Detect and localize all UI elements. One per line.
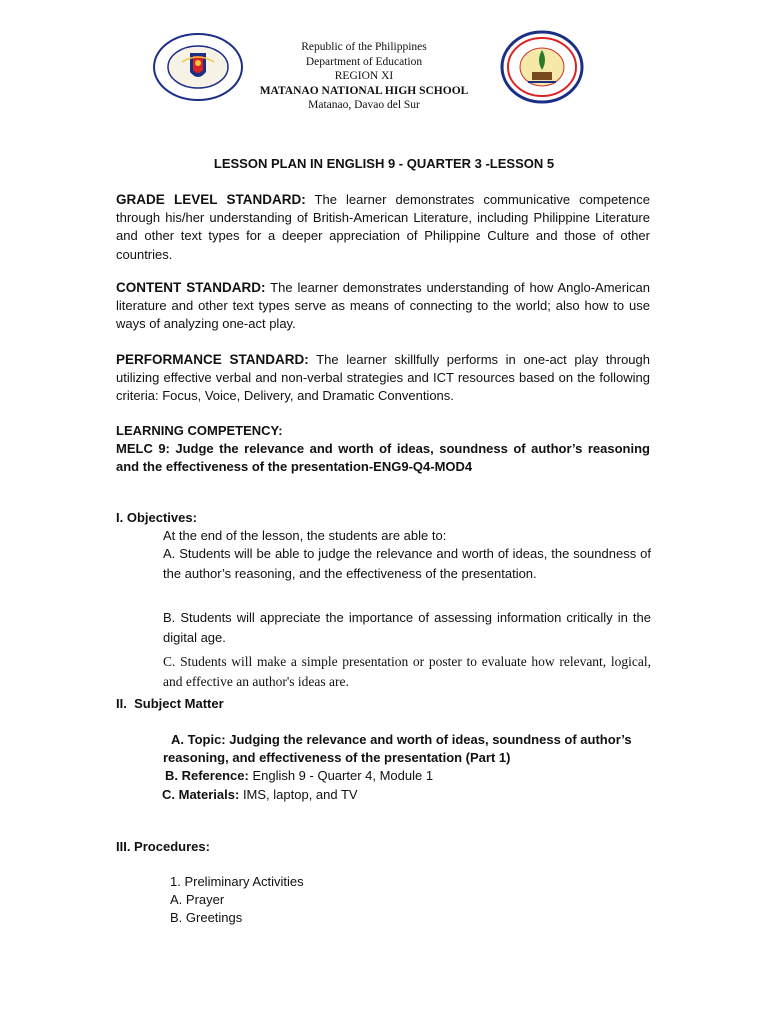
school-seal-logo — [496, 30, 588, 100]
topic: A. Topic: Judging the relevance and worth of ideas, soundness of author’s reasoning, and effectiveness of the presentation (Part 1) — [163, 732, 632, 765]
grade-level-standard — [116, 191, 650, 264]
subject-matter-title: Subject Matter — [134, 696, 224, 711]
materials — [162, 786, 358, 804]
region-line: REGION XI — [334, 70, 394, 82]
content-standard-label: CONTENT STANDARD: — [116, 280, 266, 295]
performance-standard-text: The learner skillfully performs in one-act play through utilizing effective verbal and non-verbal strategies and ICT resources based on the following criteria: Focus, Voice, Delivery, and Dramatic Conventions. — [116, 352, 650, 404]
content-standard — [116, 279, 650, 334]
subject-matter-number: II. — [116, 696, 127, 711]
reference — [165, 767, 433, 785]
reference-label: B. Reference: — [165, 768, 249, 783]
grade-level-text: The learner demonstrates communicative competence through his/her understanding of British-American Literature, including Philippine Literature and other text types for a deeper appreciation of Philippine Culture and those of other countries. — [116, 192, 650, 262]
republic-line: Republic of the Philippines — [301, 41, 427, 53]
page-title: LESSON PLAN IN ENGLISH 9 - QUARTER 3 -LESSON 5 — [213, 156, 555, 171]
objective-c: C. Students will make a simple presentation or poster to evaluate how relevant, logical, and effective an author's ideas are. — [163, 654, 651, 689]
grade-level-label: GRADE LEVEL STANDARD: — [116, 192, 306, 207]
procedures-heading: III. Procedures: — [116, 839, 210, 854]
melc-text: MELC 9: Judge the relevance and worth of ideas, soundness of author’s reasoning and the effectiveness of the presentation-ENG9-Q4-MOD4 — [116, 441, 650, 475]
school-name: MATANAO NATIONAL HIGH SCHOOL — [259, 84, 469, 97]
performance-standard — [116, 351, 650, 406]
procedure-item: B. Greetings — [170, 910, 243, 925]
content-standard-text: The learner demonstrates understanding of how Anglo-American literature and other text types serve as means of connecting to the world; also how to use ways of analyzing one-act play. — [116, 280, 650, 332]
procedure-item: 1. Preliminary Activities — [170, 874, 304, 889]
objective-a: A. Students will be able to judge the relevance and worth of ideas, the soundness of the author’s reasoning, and the effectiveness of the presentation. — [163, 546, 651, 581]
department-line: Department of Education — [305, 55, 423, 68]
procedure-item: A. Prayer — [170, 892, 225, 907]
learning-competency — [116, 422, 650, 477]
letterhead — [234, 40, 494, 113]
objectives-intro: At the end of the lesson, the students are able to: — [163, 528, 447, 543]
materials-value: IMS, laptop, and TV — [242, 787, 358, 802]
objectives-heading: I. Objectives: — [116, 510, 197, 525]
subject-matter-heading — [116, 695, 224, 713]
learning-competency-label: LEARNING COMPETENCY: — [116, 423, 283, 438]
school-location: Matanao, Davao del Sur — [308, 99, 420, 111]
deped-seal-logo — [152, 32, 244, 102]
reference-value: English 9 - Quarter 4, Module 1 — [252, 768, 434, 783]
performance-standard-label: PERFORMANCE STANDARD: — [116, 352, 309, 367]
objective-b: B. Students will appreciate the importance of assessing information critically in the digital age. — [163, 610, 651, 645]
materials-label: C. Materials: — [162, 787, 240, 802]
